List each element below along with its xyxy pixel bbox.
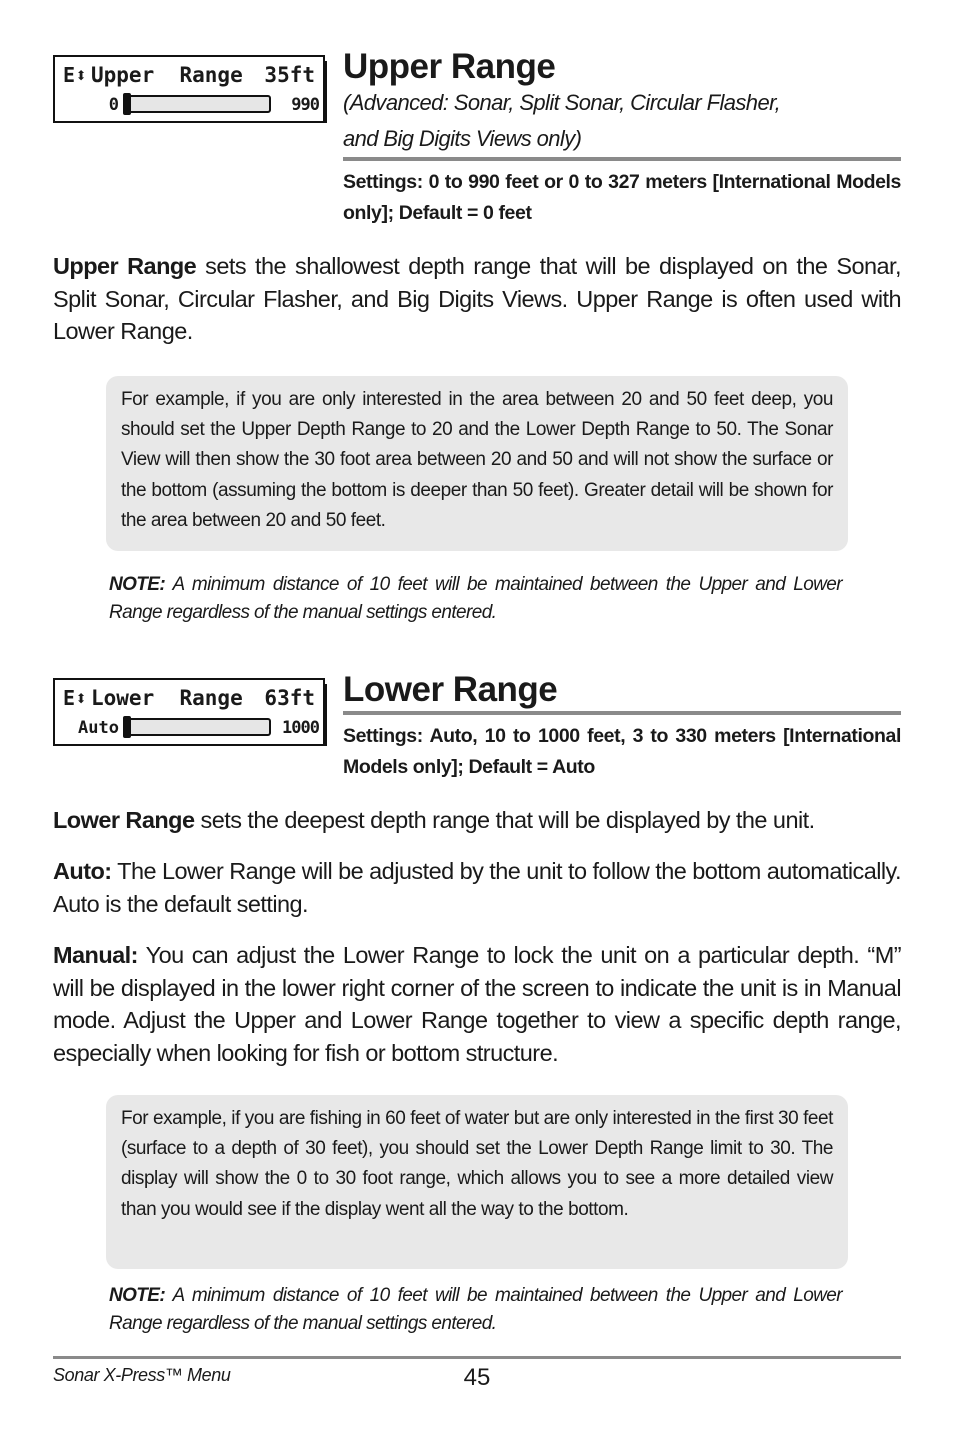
menu-arrows-icon: E⬍	[63, 63, 88, 87]
widget-min-label: Auto	[78, 718, 119, 738]
upper-range-slider-track	[123, 95, 271, 113]
upper-range-heading: Upper Range	[343, 47, 556, 86]
upper-range-subtitle-line2: and Big Digits Views only)	[343, 126, 582, 151]
description-text: sets the shallowest depth range that will be displayed on the Sonar, Split Sonar, Circular Flasher, and Big Digits Views. Upper Range is often used with Lower Range.	[53, 253, 901, 344]
upper-range-menu-widget	[53, 55, 325, 123]
example-text: For example, if you are fishing in 60 feet of water but are only interested in the first 30 feet (surface to a depth of 30 feet), you should set the Lower Depth Range limit to 30. The display will show the 0 to 30 foot range, which allows you to see a more detailed view than you would see if the display went all the way to the bottom.	[121, 1108, 833, 1220]
lower-range-menu-widget	[53, 678, 325, 746]
lower-range-slider-track	[123, 718, 271, 736]
description-text: sets the deepest depth range that will be displayed by the unit.	[194, 807, 815, 833]
term: Lower Range	[53, 807, 195, 833]
auto-paragraph	[53, 855, 901, 920]
widget-title: Lower Range	[91, 686, 243, 710]
term: Upper Range	[53, 253, 197, 279]
widget-value: 63ft	[264, 686, 315, 710]
widget-value: 35ft	[264, 63, 315, 87]
note-label: NOTE:	[109, 574, 166, 595]
widget-min-label: 0	[108, 95, 119, 115]
slider-thumb	[123, 716, 131, 738]
lower-range-heading: Lower Range	[343, 670, 558, 709]
upper-range-example-box	[106, 376, 848, 551]
paragraph-text: You can adjust the Lower Range to lock the unit on a particular depth. “M” will be displayed in the lower right corner of the screen to indicate the unit is in Manual mode. Adjust the Upper and Lower Range together to view a specific depth range, especially when looking for fish or bottom structure.	[53, 942, 901, 1066]
lower-range-description	[53, 804, 901, 837]
paragraph-text: The Lower Range will be adjusted by the unit to follow the bottom automatically. Auto is the default setting.	[53, 858, 901, 917]
term: Manual:	[53, 942, 138, 968]
upper-range-subtitle-line1: (Advanced: Sonar, Split Sonar, Circular Flasher,	[343, 90, 781, 115]
lower-range-settings: Settings: Auto, 10 to 1000 feet, 3 to 330 meters [International Models only]; Default = Auto	[343, 725, 901, 778]
widget-max-label: 990	[291, 95, 319, 115]
term: Auto:	[53, 858, 112, 884]
menu-arrows-icon: E⬍	[63, 686, 88, 710]
divider	[343, 157, 901, 161]
footer-divider	[53, 1356, 901, 1359]
lower-range-example-box	[106, 1095, 848, 1269]
lower-range-note	[109, 1282, 842, 1338]
page-number: 45	[463, 1364, 491, 1391]
upper-range-note	[109, 571, 842, 627]
widget-max-label: 1000	[282, 718, 319, 738]
manual-paragraph	[53, 939, 901, 1069]
note-text: A minimum distance of 10 feet will be maintained between the Upper and Lower Range regardless of the manual settings entered.	[109, 1285, 842, 1334]
footer-section-name: Sonar X-Press™ Menu	[53, 1365, 231, 1385]
upper-range-settings: Settings: 0 to 990 feet or 0 to 327 meters [International Models only]; Default = 0 feet	[343, 171, 901, 224]
divider	[343, 711, 901, 715]
upper-range-description	[53, 250, 901, 348]
widget-title: Upper Range	[91, 63, 243, 87]
slider-thumb	[123, 93, 131, 115]
note-text: A minimum distance of 10 feet will be maintained between the Upper and Lower Range regardless of the manual settings entered.	[109, 574, 842, 623]
example-text: For example, if you are only interested in the area between 20 and 50 feet deep, you should set the Upper Depth Range to 20 and the Lower Depth Range to 50. The Sonar View will then show the 30 foot area between 20 and 50 and will not show the surface or the bottom (assuming the bottom is deeper than 50 feet). Greater detail will be shown for the area between 20 and 50 feet.	[121, 389, 833, 531]
note-label: NOTE:	[109, 1285, 166, 1306]
